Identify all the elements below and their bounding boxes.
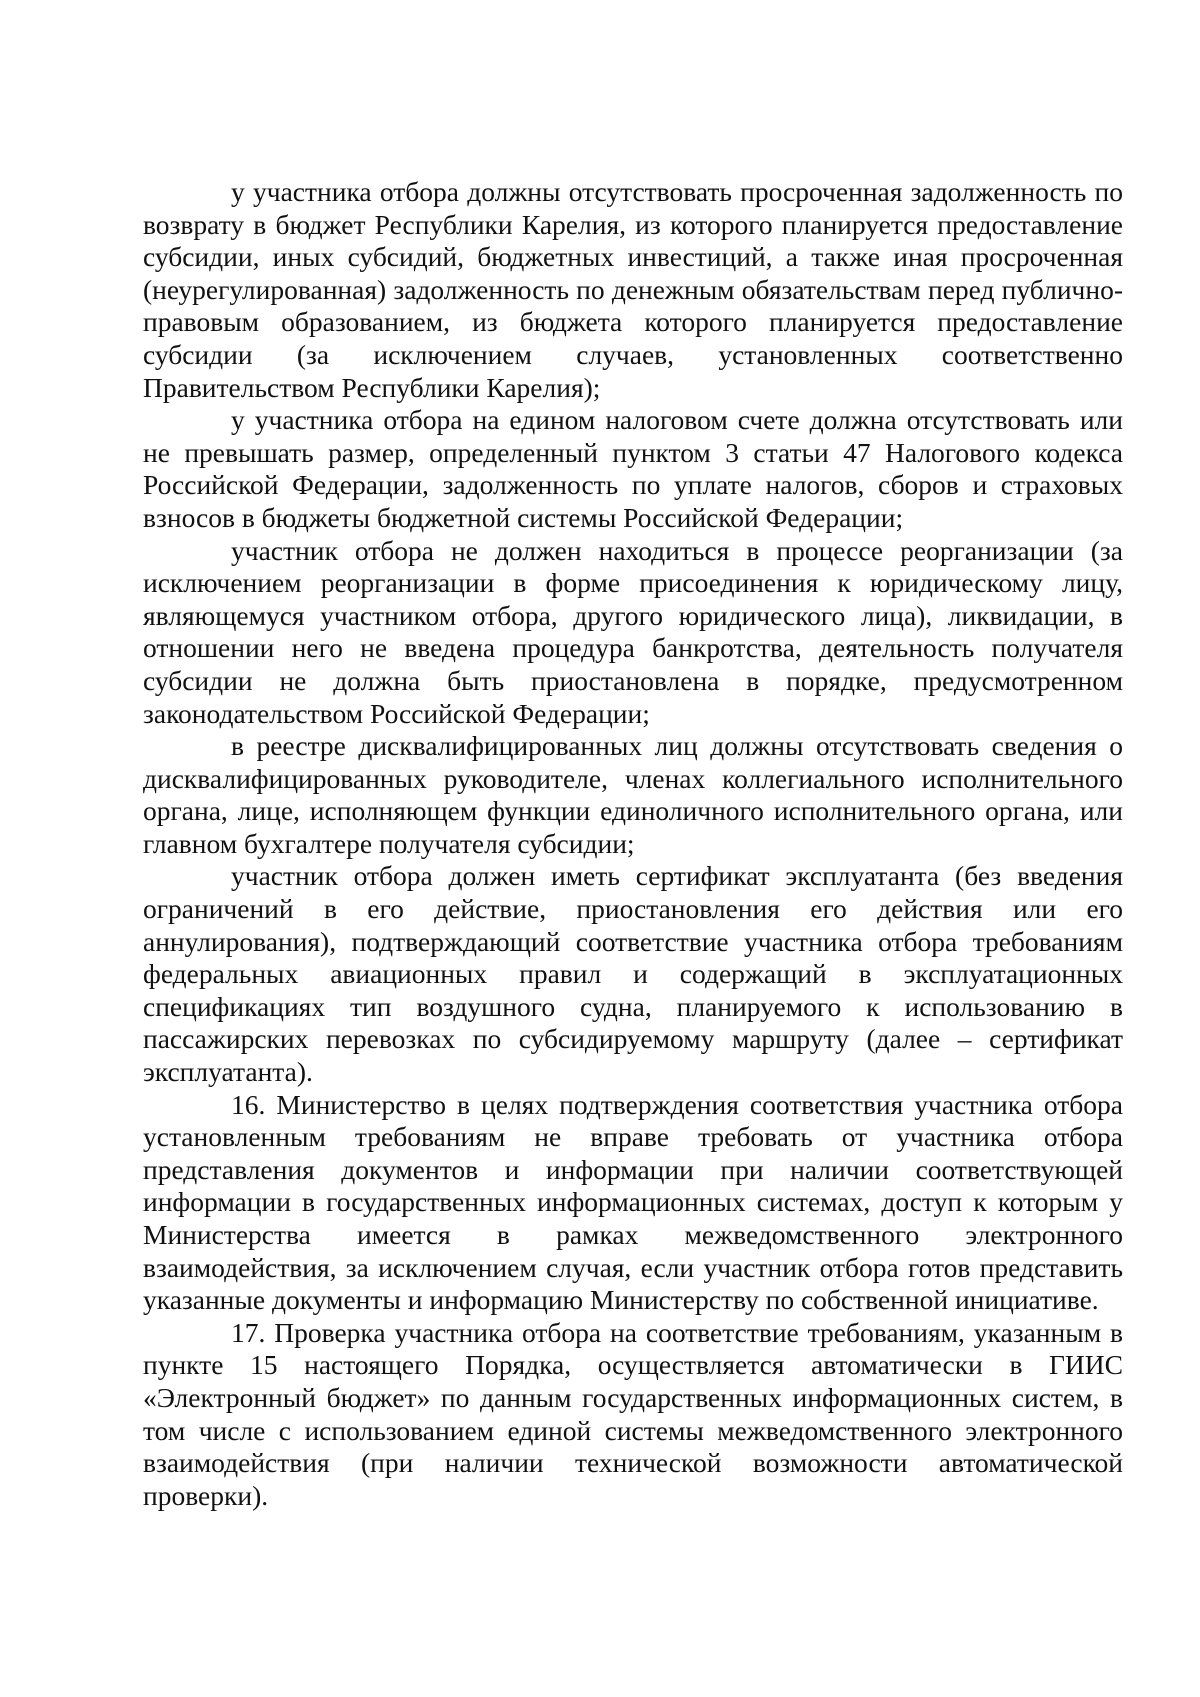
paragraph-disqualified-persons: в реестре дисквалифицированных лиц должны отсутствовать сведения о дисквалифицированных руководителе, членах коллегиального исполнительного органа, лице, исполняющем функции единоличного исполнительного органа, или главном бухгалтере получателя субсидии;	[143, 730, 1123, 859]
paragraph-item-17: 17. Проверка участника отбора на соответствие требованиям, указанным в пункте 15 настоящего Порядка, осуществляется автоматически в ГИИС «Электронный бюджет» по данным государственных информационных систем, в том числе с использованием единой системы межведомственного электронного взаимодействия (при наличии технической возможности автоматической проверки).	[143, 1316, 1123, 1511]
paragraph-tax-account: у участника отбора на едином налоговом счете должна отсутствовать или не превышать размер, определенный пунктом 3 статьи 47 Налогового кодекса Российской Федерации, задолженность по уплате налогов, сборов и страховых взносов в бюджеты бюджетной системы Российской Федерации;	[143, 404, 1123, 533]
paragraph-item-16: 16. Министерство в целях подтверждения соответствия участника отбора установленным требованиям не вправе требовать от участника отбора представления документов и информации при наличии соответствующей информации в государственных информационных системах, доступ к которым у Министерства имеется в рамках межведомственного электронного взаимодействия, за исключением случая, если участник отбора готов представить указанные документы и информацию Министерству по собственной инициативе.	[143, 1088, 1123, 1316]
document-body	[143, 176, 1123, 1512]
paragraph-no-reorganization: участник отбора не должен находиться в процессе реорганизации (за исключением реорганизации в форме присоединения к юридическому лицу, являющемуся участником отбора, другого юридического лица), ликвидации, в отношении него не введена процедура банкротства, деятельность получателя субсидии не должна быть приостановлена в порядке, предусмотренном законодательством Российской Федерации;	[143, 534, 1123, 729]
paragraph-operator-certificate: участник отбора должен иметь сертификат эксплуатанта (без введения ограничений в его действие, приостановления его действия или его аннулирования), подтверждающий соответствие участника отбора требованиям федеральных авиационных правил и содержащий в эксплуатационных спецификациях тип воздушного судна, планируемого к использованию в пассажирских перевозках по субсидируемому маршруту (далее – сертификат эксплуатанта).	[143, 860, 1123, 1088]
paragraph-no-arrears: у участника отбора должны отсутствовать просроченная задолженность по возврату в бюджет Республики Карелия, из которого планируется предоставление субсидии, иных субсидий, бюджетных инвестиций, а также иная просроченная (неурегулированная) задолженность по денежным обязательствам перед публично-правовым образованием, из бюджета которого планируется предоставление субсидии (за исключением случаев, установленных соответственно Правительством Республики Карелия);	[143, 176, 1123, 403]
